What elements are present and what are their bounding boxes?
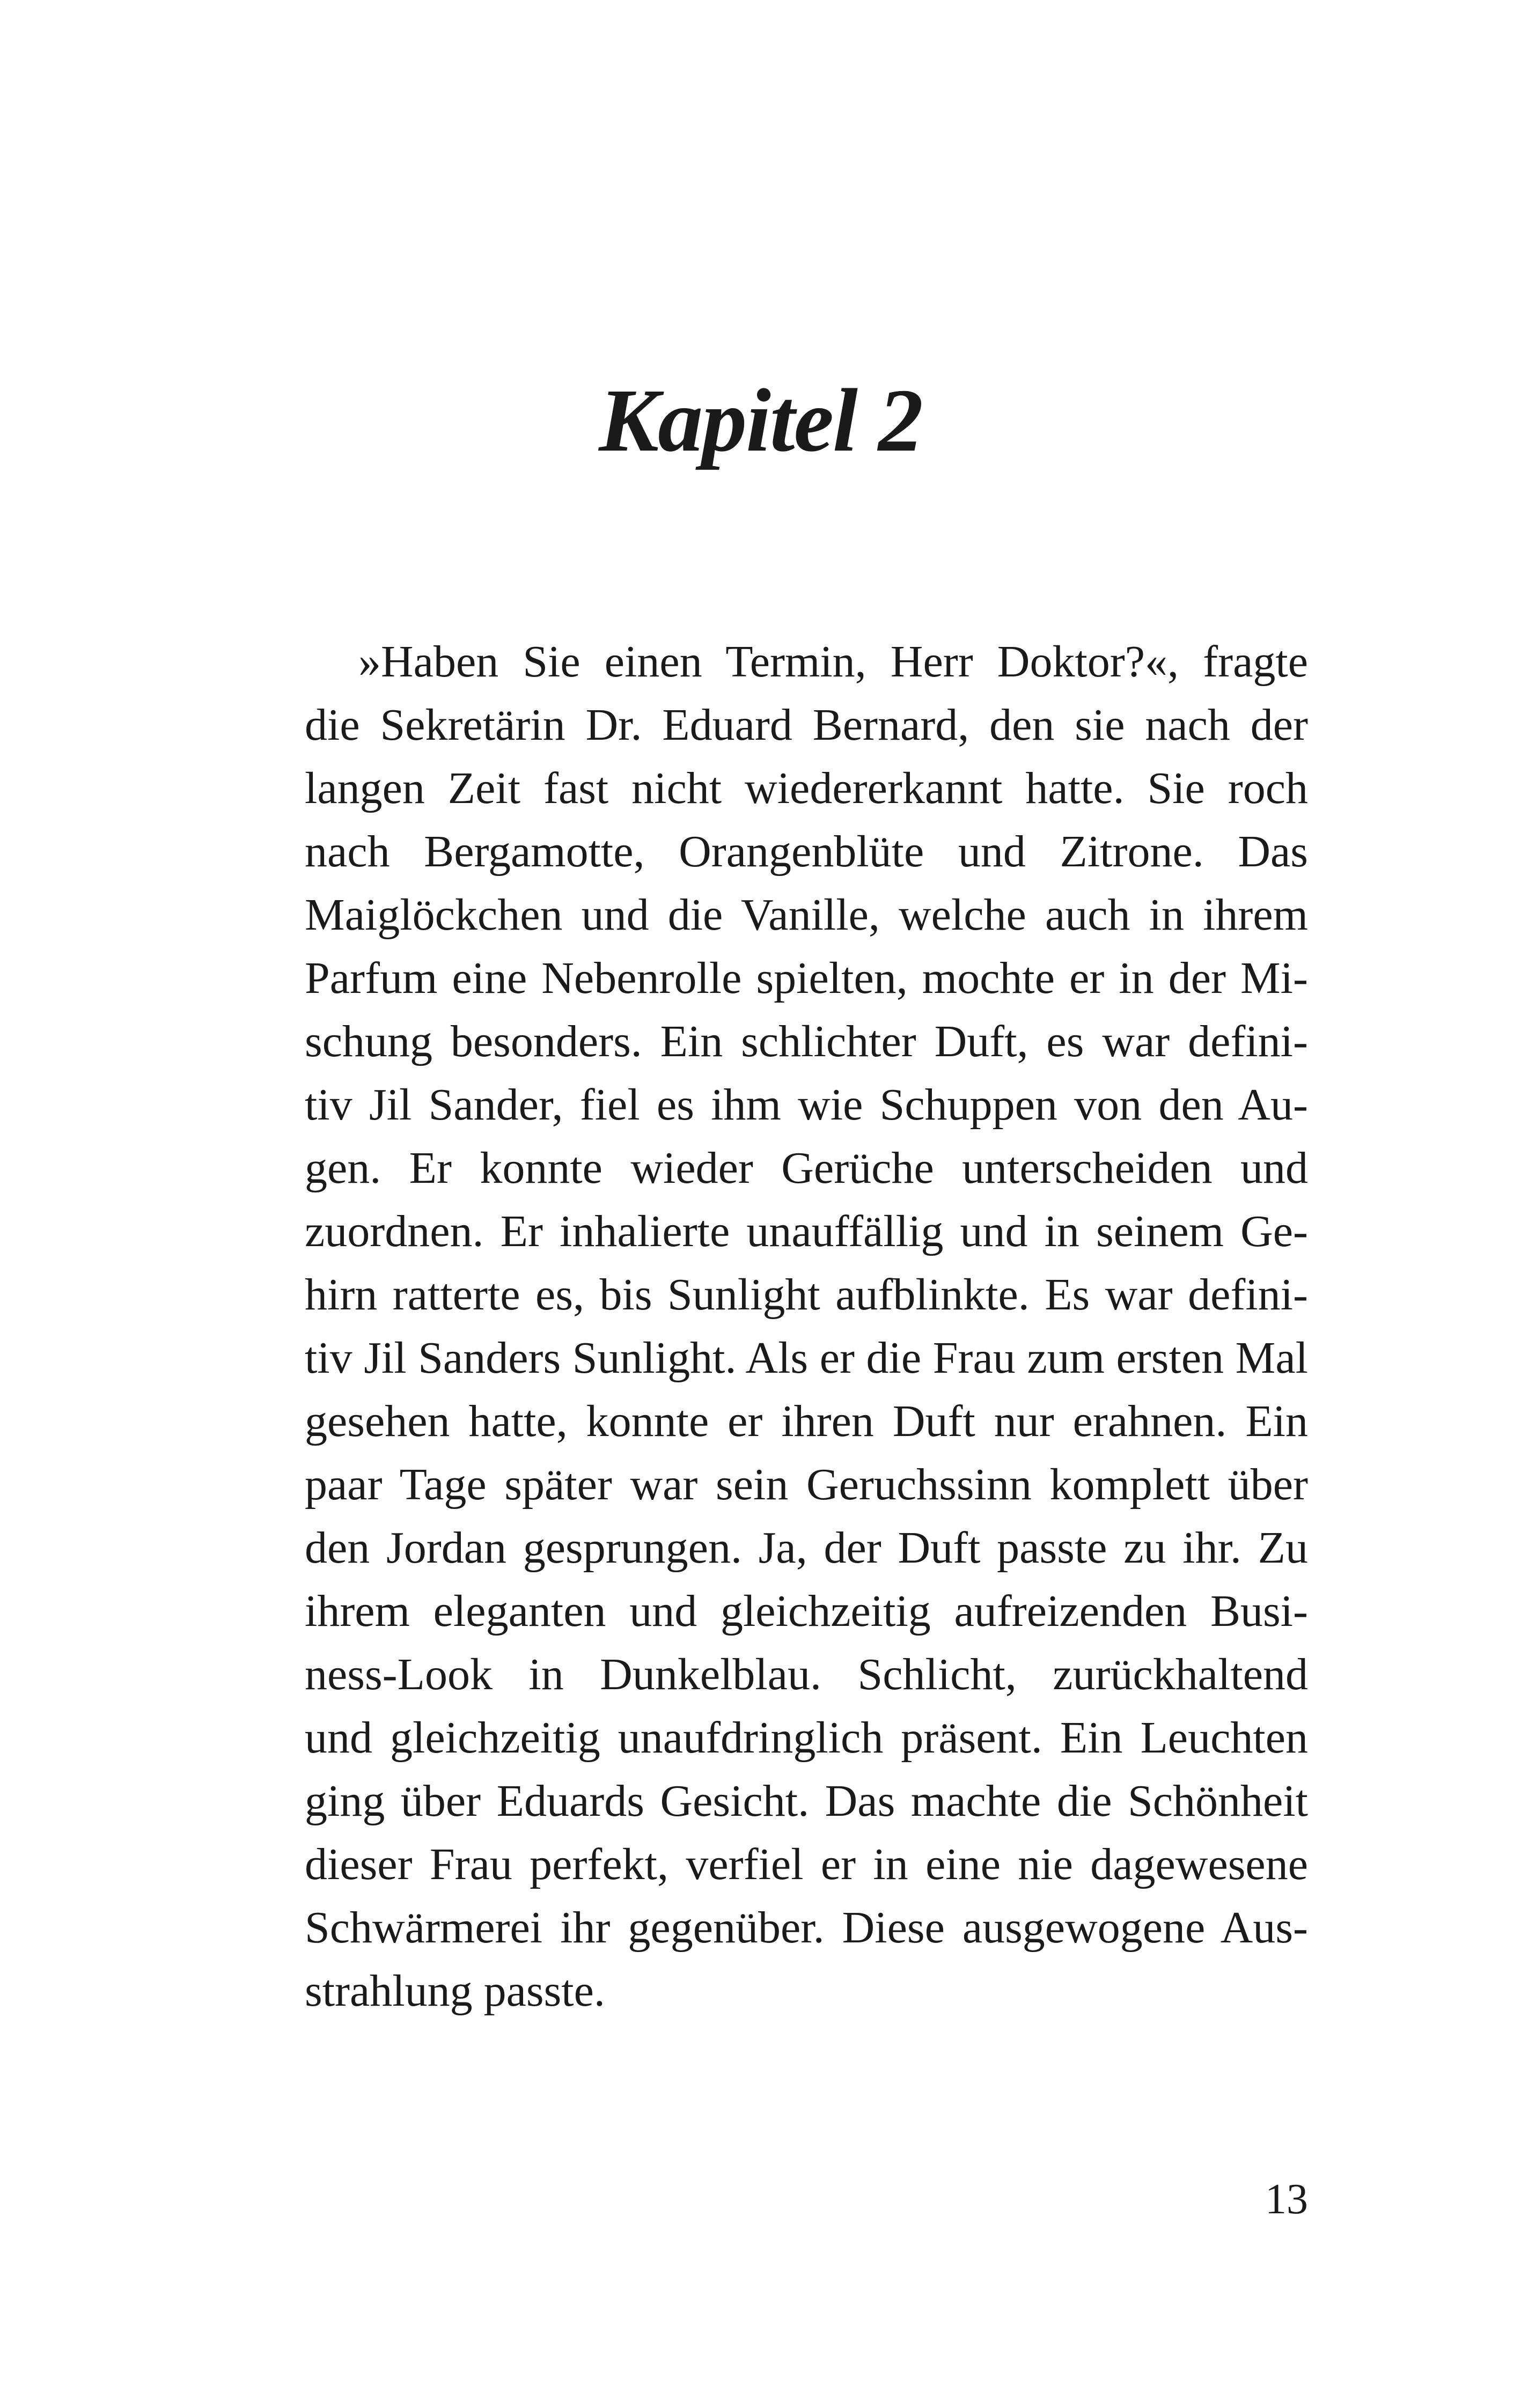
text-line: paar Tage später war sein Geruchssinn komplett über — [305, 1460, 1308, 1509]
page-number: 13 — [1265, 2176, 1308, 2223]
text-line: die Sekretärin Dr. Eduard Bernard, den sie nach der — [305, 700, 1308, 750]
text-line: nach Bergamotte, Orangenblüte und Zitrone. Das — [305, 827, 1308, 877]
text-line: »Haben Sie einen Termin, Herr Doktor?«, fragte — [358, 637, 1308, 687]
text-line: schung besonders. Ein schlichter Duft, es war defini- — [305, 1017, 1308, 1066]
text-line: ness-Look in Dunkelblau. Schlicht, zurückhaltend — [305, 1649, 1308, 1699]
text-line: tiv Jil Sander, fiel es ihm wie Schuppen von den Au- — [305, 1080, 1308, 1130]
text-line: hirn ratterte es, bis Sunlight aufblinkte. Es war defini- — [305, 1270, 1308, 1320]
chapter-title: Kapitel 2 — [599, 371, 922, 470]
text-line: Parfum eine Nebenrolle spielten, mochte er in der Mi- — [305, 953, 1308, 1003]
text-line: strahlung passte. — [305, 1966, 605, 2016]
text-line: tiv Jil Sanders Sunlight. Als er die Frau zum ersten Mal — [305, 1333, 1308, 1383]
text-line: ihrem eleganten und gleichzeitig aufreizenden Busi- — [305, 1586, 1308, 1636]
text-line: ging über Eduards Gesicht. Das machte die Schönheit — [305, 1776, 1308, 1826]
text-line: gesehen hatte, konnte er ihren Duft nur erahnen. Ein — [305, 1396, 1308, 1446]
text-line: den Jordan gesprungen. Ja, der Duft passte zu ihr. Zu — [305, 1523, 1308, 1573]
text-line: Schwärmerei ihr gegenüber. Diese ausgewogene Aus- — [305, 1903, 1308, 1953]
text-line: und gleichzeitig unaufdringlich präsent. Ein Leuchten — [305, 1713, 1308, 1763]
text-line: gen. Er konnte wieder Gerüche unterscheiden und — [305, 1143, 1308, 1193]
text-line: dieser Frau perfekt, verfiel er in eine nie dagewesene — [305, 1839, 1308, 1889]
text-line: langen Zeit fast nicht wiedererkannt hatte. Sie roch — [305, 763, 1308, 813]
text-line: zuordnen. Er inhalierte unauffällig und in seinem Ge- — [305, 1206, 1308, 1256]
chapter-paragraph — [305, 630, 1308, 2023]
text-line: Maiglöckchen und die Vanille, welche auch in ihrem — [305, 890, 1308, 940]
